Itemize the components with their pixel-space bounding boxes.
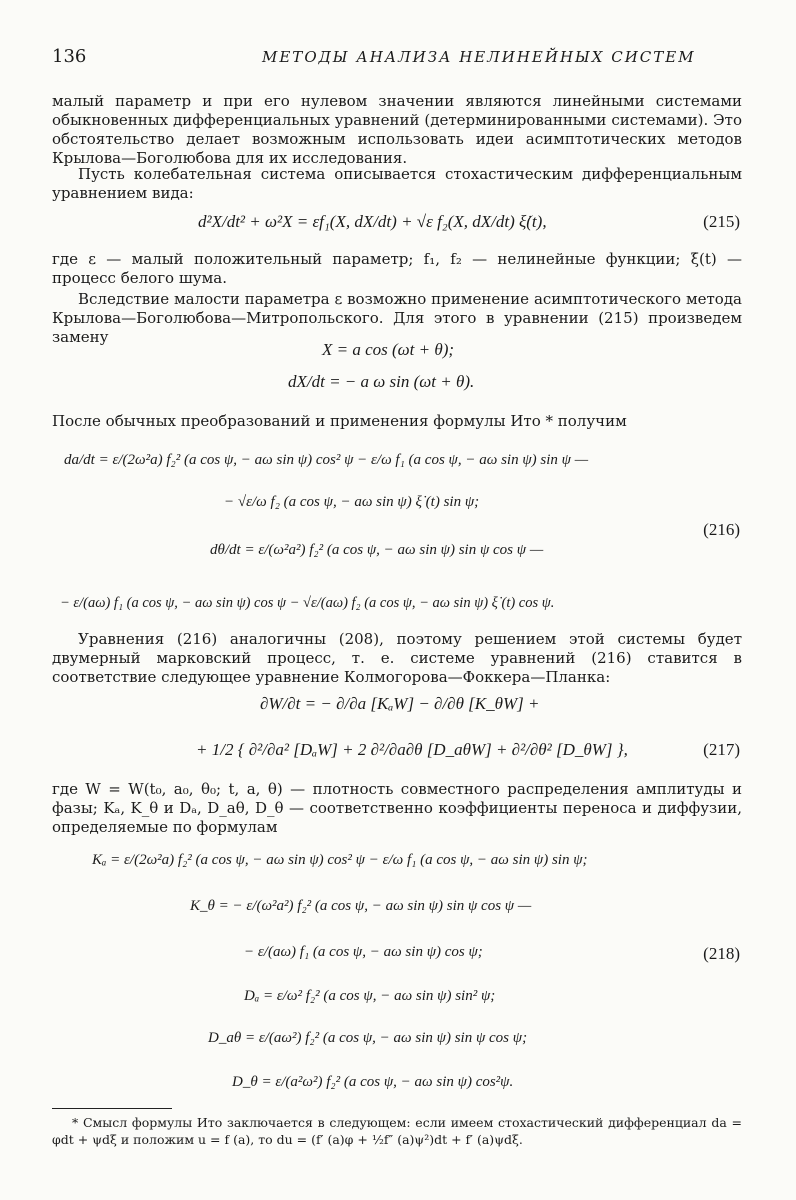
paragraph-3: где ε — малый положительный параметр; f₁, f₂ — нелинейные функции; ξ̇(t) — процесс белого шума. — [52, 250, 742, 287]
equation-218-line-1: Kₐ = ε/(2ω²a) f₂² (a cos ψ, − aω sin ψ) cos² ψ − ε/ω f₁ (a cos ψ, − aω sin ψ) sin ψ; — [92, 852, 588, 868]
page-header — [52, 46, 742, 70]
equation-216-line-3: dθ/dt = ε/(ω²a²) f₂² (a cos ψ, − aω sin ψ) sin ψ cos ψ — — [210, 542, 544, 558]
equation-218-line-5: D_aθ = ε/(aω²) f₂² (a cos ψ, − aω sin ψ) sin ψ cos ψ; — [208, 1030, 528, 1046]
equation-217-line-2: + 1/2 { ∂²/∂a² [DₐW] + 2 ∂²/∂a∂θ [D_aθW] + ∂²/∂θ² [D_θW] }, — [196, 740, 628, 759]
running-title: МЕТОДЫ АНАЛИЗА НЕЛИНЕЙНЫХ СИСТЕМ — [262, 48, 696, 66]
equation-216-line-4: − ε/(aω) f₁ (a cos ψ, − aω sin ψ) cos ψ − √ε/(aω) f₂ (a cos ψ, − aω sin ψ) ξ̇ (t) cos ψ. — [60, 595, 555, 611]
equation-218-line-4: Dₐ = ε/ω² f₂² (a cos ψ, − aω sin ψ) sin² ψ; — [244, 988, 496, 1004]
paragraph-6: Уравнения (216) аналогичны (208), поэтому решением этой системы будет двумерный марковский процесс, т. е. системе уравнений (216) ставится в соответствие следующее уравнение Колмогорова—Фоккера—Планка: — [52, 630, 742, 686]
equation-216-line-2: − √ε/ω f₂ (a cos ψ, − aω sin ψ) ξ̇ (t) sin ψ; — [224, 494, 480, 510]
equation-216-number: (216) — [703, 520, 740, 539]
footnote-rule — [52, 1108, 172, 1109]
equation-215: d²X/dt² + ω²X = εf₁(X, dX/dt) + √ε f₂(X, dX/dt) ξ̇(t), — [198, 212, 547, 231]
equation-217-number: (217) — [703, 740, 740, 759]
paragraph-5: После обычных преобразований и применения формулы Ито * получим — [52, 412, 627, 430]
paragraph-7: где W = W(t₀, a₀, θ₀; t, a, θ) — плотность совместного распределения амплитуды и фазы; Kₐ, K_θ и Dₐ, D_aθ, D_θ — соответственно коэффициенты переноса и диффузии, определяемые по формулам — [52, 780, 742, 836]
paragraph-2: Пусть колебательная система описывается стохастическим дифференциальным уравнением вида: — [52, 165, 742, 202]
substitution-dxdt: dX/dt = − a ω sin (ωt + θ). — [288, 372, 475, 391]
equation-216-line-1: da/dt = ε/(2ω²a) f₂² (a cos ψ, − aω sin ψ) cos² ψ − ε/ω f₁ (a cos ψ, − aω sin ψ) sin ψ — — [64, 452, 589, 468]
footnote: * Смысл формулы Ито заключается в следующем: если имеем стохастический дифференциал da = φdt + ψdξ и положим u = f (a), то du = (f′ (a)φ + ½f″ (a)ψ²)dt + f′ (a)ψdξ. — [52, 1115, 742, 1147]
equation-218-line-2: K_θ = − ε/(ω²a²) f₂² (a cos ψ, − aω sin ψ) sin ψ cos ψ — — [190, 898, 532, 914]
equation-218-number: (218) — [703, 944, 740, 963]
paragraph-1: малый параметр и при его нулевом значении являются линейными системами обыкновенных дифференциальных уравнений (детерминированными системами). Это обстоятельство делает возможным использовать идеи асимптотических методов Крылова—Боголюбова для их исследования. — [52, 92, 742, 167]
paragraph-4: Вследствие малости параметра ε возможно применение асимптотического метода Крылова—Боголюбова—Митропольского. Для этого в уравнении (215) произведем замену — [52, 290, 742, 346]
page-number: 136 — [52, 46, 87, 67]
equation-218-line-3: − ε/(aω) f₁ (a cos ψ, − aω sin ψ) cos ψ; — [244, 944, 483, 960]
equation-218-line-6: D_θ = ε/(a²ω²) f₂² (a cos ψ, − aω sin ψ) cos²ψ. — [232, 1074, 514, 1090]
equation-217-line-1: ∂W/∂t = − ∂/∂a [KₐW] − ∂/∂θ [K_θW] + — [260, 694, 540, 713]
substitution-x: X = a cos (ωt + θ); — [322, 340, 455, 359]
equation-215-number: (215) — [703, 212, 740, 231]
